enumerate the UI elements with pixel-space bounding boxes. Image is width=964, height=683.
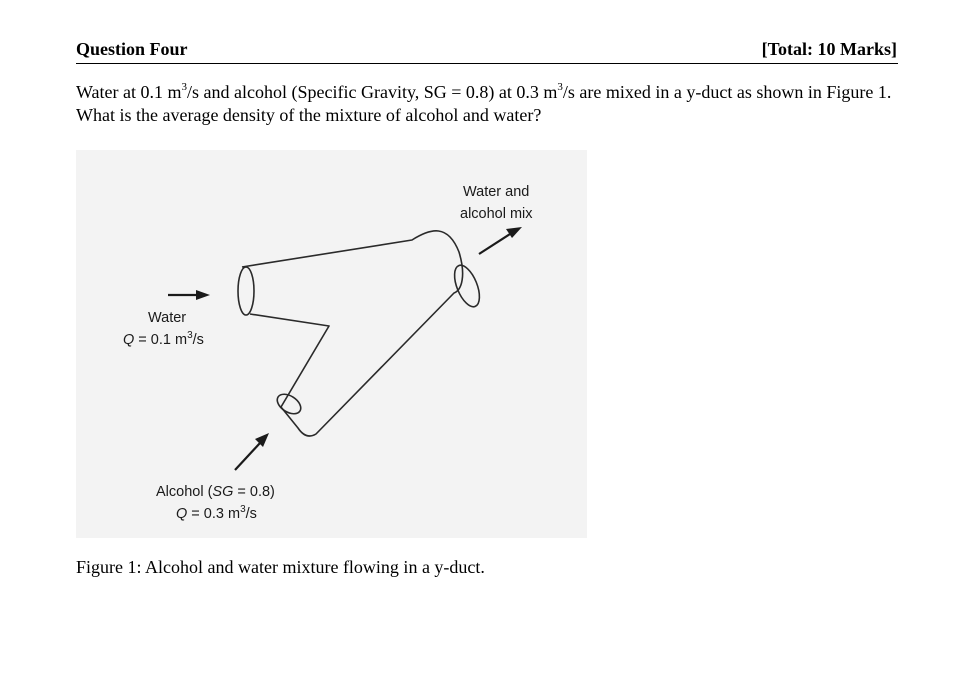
- water-flow-arrow-icon: [168, 290, 210, 300]
- question-title: Question Four: [76, 39, 188, 59]
- alcohol-sg-symbol: SG: [212, 484, 234, 500]
- total-marks: [Total: 10 Marks]: [761, 39, 897, 59]
- question-superscript-1: 3: [181, 81, 188, 93]
- y-duct-diagram: [76, 150, 587, 538]
- mix-label-line1: Water and: [463, 184, 530, 200]
- mix-label-line2: alcohol mix: [460, 206, 533, 222]
- alcohol-q-exp: 3: [240, 504, 246, 515]
- question-superscript-2: 3: [557, 81, 563, 93]
- alcohol-flow-rate: [176, 504, 257, 522]
- water-q-exp: 3: [187, 330, 193, 341]
- alcohol-label: [156, 484, 275, 500]
- alcohol-inlet-opening: [274, 390, 305, 418]
- water-q-symbol: Q: [123, 332, 135, 348]
- water-flow-rate: [123, 330, 204, 348]
- question-text-part3: /s are mixed in a y-duct as shown in Figure 1. What is the average density of the mixture of alcohol and water?: [76, 82, 892, 125]
- alcohol-flow-arrow-icon: [235, 433, 269, 470]
- y-duct-outline: [242, 231, 463, 436]
- y-duct-figure: [76, 150, 587, 538]
- alcohol-label-suffix: = 0.8): [233, 484, 275, 500]
- question-text-part2: /s and alcohol (Specific Gravity, SG = 0.8) at 0.3 m: [187, 82, 558, 102]
- alcohol-q-symbol: Q: [176, 506, 188, 522]
- question-header: [76, 37, 898, 64]
- alcohol-q-value: = 0.3 m: [187, 506, 241, 522]
- water-label: Water: [148, 310, 187, 326]
- mix-outlet-opening: [449, 262, 484, 310]
- figure-caption: Figure 1: Alcohol and water mixture flowing in a y-duct.: [76, 557, 485, 577]
- question-text: [76, 81, 902, 127]
- water-q-unit: /s: [192, 332, 204, 348]
- alcohol-q-unit: /s: [245, 506, 257, 522]
- water-inlet-opening: [238, 267, 254, 315]
- water-q-value: = 0.1 m: [134, 332, 188, 348]
- alcohol-label-prefix: Alcohol (: [156, 484, 213, 500]
- mix-flow-arrow-icon: [479, 227, 522, 254]
- question-text-part1: Water at 0.1 m: [76, 82, 182, 102]
